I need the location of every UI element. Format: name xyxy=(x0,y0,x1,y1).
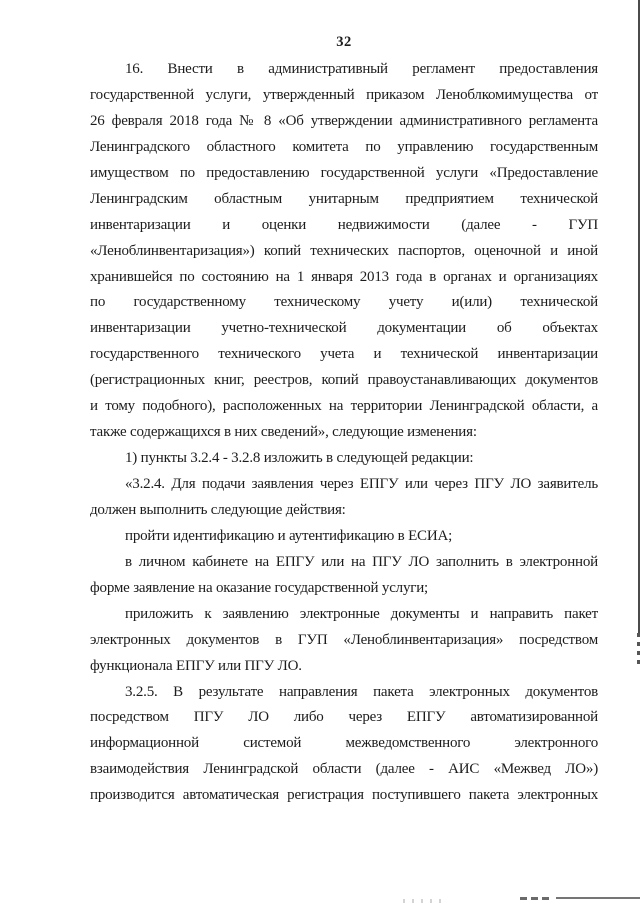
text-line: инвентаризации учетно-технической документации об объектах xyxy=(90,320,598,337)
scan-bottom-line-artifact xyxy=(556,897,640,899)
text-line: взаимодействия Ленинградской области (далее - АИС «Межвед ЛО») xyxy=(90,761,598,778)
text-line: также содержащихся в них сведений», следующие изменения: xyxy=(90,424,477,441)
text-line: приложить к заявлению электронные документы и направить пакет xyxy=(125,605,598,622)
text-line: хранившейся по состоянию на 1 января 2013 года в органах и организациях xyxy=(90,268,598,285)
text-line: 3.2.5. В результате направления пакета электронных документов xyxy=(125,683,598,700)
scan-bottom-dashes-artifact xyxy=(520,897,552,900)
page-number: 32 xyxy=(336,34,352,50)
text-line: «3.2.4. Для подачи заявления через ЕПГУ или через ПГУ ЛО заявитель xyxy=(125,476,598,492)
text-line: по государственному техническому учету и(или) технической xyxy=(90,294,598,311)
text-line: (регистрационных книг, реестров, копий правоустанавливающих документов xyxy=(90,372,598,389)
text-line: функционала ЕПГУ или ПГУ ЛО. xyxy=(90,657,302,674)
text-line: должен выполнить следующие действия: xyxy=(90,501,346,518)
text-line: информационной системой межведомственного электронного xyxy=(90,735,598,752)
scan-faint-marks-artifact xyxy=(403,899,441,903)
text-line: посредством ПГУ ЛО либо через ЕПГУ автоматизированной xyxy=(90,709,598,726)
text-line: Ленинградским областным унитарным предприятием технической xyxy=(90,190,598,207)
text-line: 26 февраля 2018 года № 8 «Об утверждении административного регламента xyxy=(90,112,598,129)
text-line: «Леноблинвентаризация») копий технических паспортов, оценочной и иной xyxy=(90,242,598,259)
text-line: в личном кабинете на ЕПГУ или на ПГУ ЛО заполнить в электронной xyxy=(125,553,598,570)
text-line: Ленинградского областного комитета по управлению государственным xyxy=(90,138,598,155)
text-line: производится автоматическая регистрация поступившего пакета электронных xyxy=(90,787,598,804)
text-line: и тому подобного), расположенных на территории Ленинградской области, а xyxy=(90,398,598,415)
text-line: электронных документов в ГУП «Леноблинвентаризация» посредством xyxy=(90,631,598,648)
text-line: государственной услуги, утвержденный приказом Леноблкомимущества от xyxy=(90,86,598,103)
text-line: 1) пункты 3.2.4 - 3.2.8 изложить в следующей редакции: xyxy=(125,450,474,467)
text-line: пройти идентификацию и аутентификацию в ЕСИА; xyxy=(125,527,453,544)
text-line: государственного технического учета и технической инвентаризации xyxy=(90,346,598,363)
text-line: имуществом по предоставлению государственной услуги «Предоставление xyxy=(90,164,598,181)
text-line: 16. Внести в административный регламент предоставления xyxy=(125,61,598,77)
text-line: инвентаризации и оценки недвижимости (далее - ГУП xyxy=(90,216,598,233)
document-body xyxy=(90,57,598,809)
text-line: форме заявление на оказание государственной услуги; xyxy=(90,579,429,596)
